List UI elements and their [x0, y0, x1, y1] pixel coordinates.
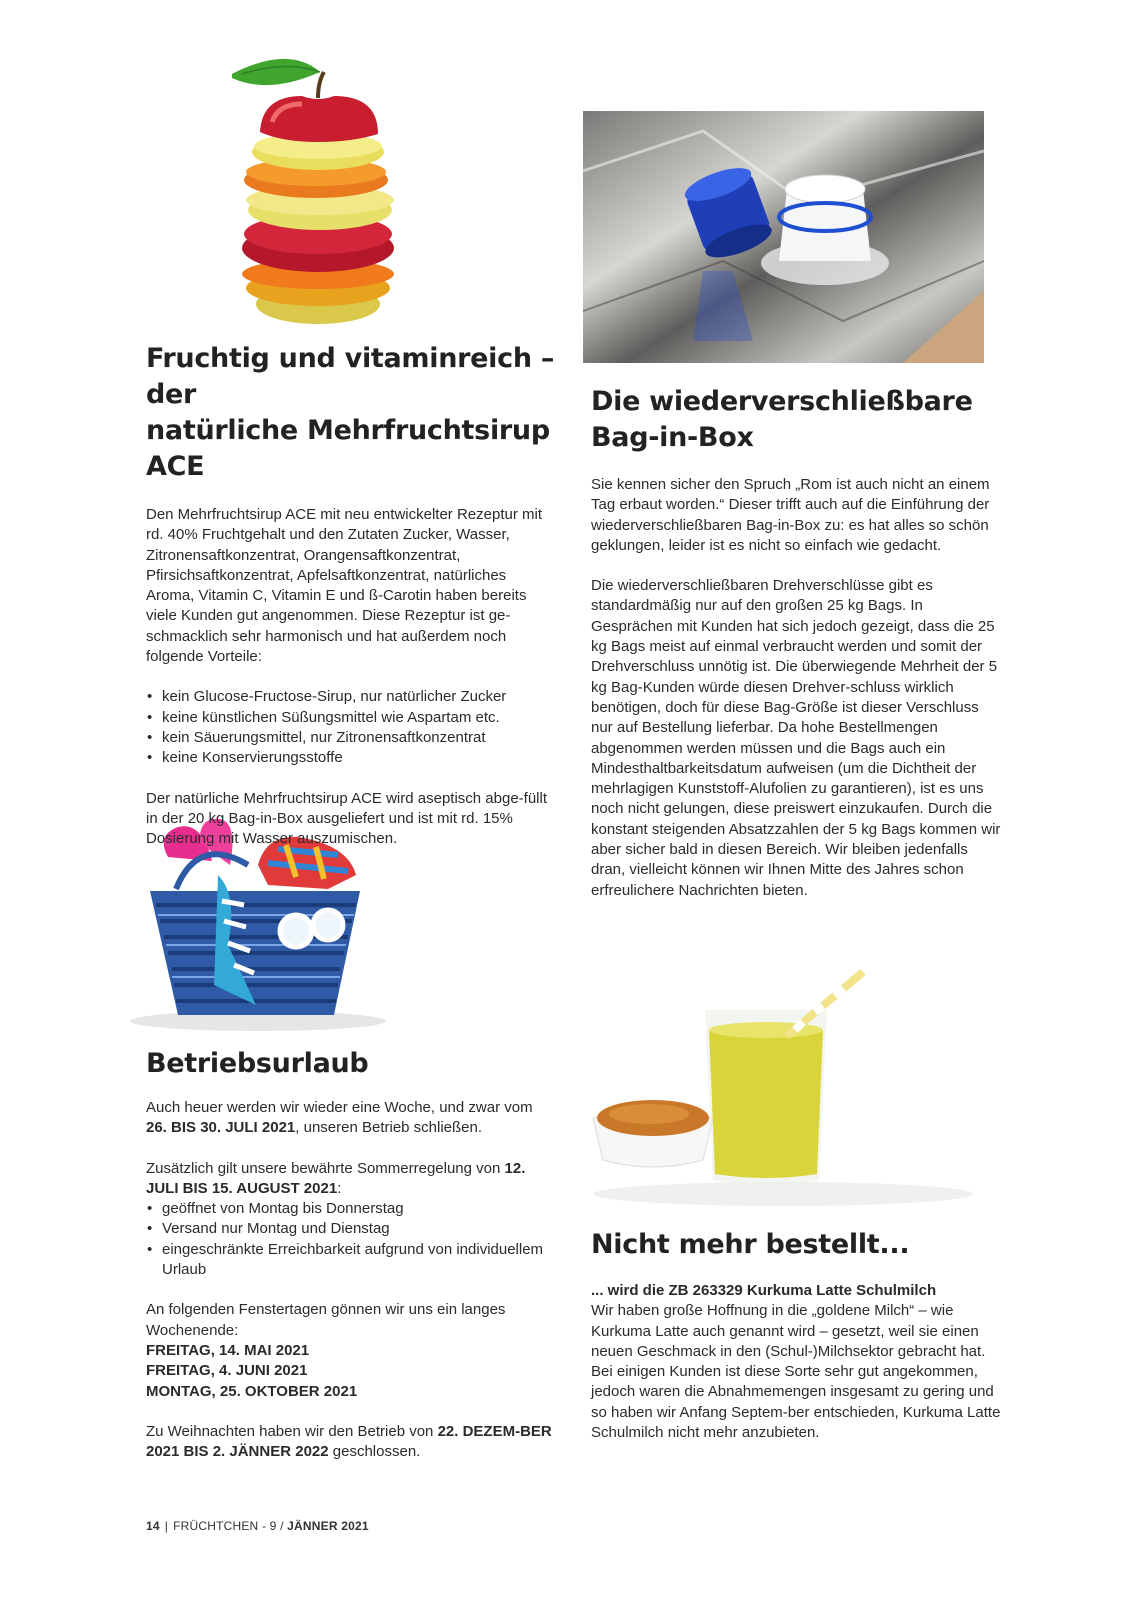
- list-item: • keine künstlichen Süßungsmittel wie Aspartam etc.: [146, 708, 556, 728]
- list-item: • eingeschränkte Erreichbarkeit aufgrund von individuellem Urlaub: [146, 1240, 556, 1281]
- article-discontinued-title: Nicht mehr bestellt...: [591, 1229, 910, 1260]
- list-item: • kein Säuerungsmittel, nur Zitronensaftkonzentrat: [146, 728, 556, 748]
- list-item: • kein Glucose-Fructose-Sirup, nur natürlicher Zucker: [146, 687, 556, 707]
- article-discontinued: [591, 1227, 1001, 1443]
- article-fruit-syrup-intro: Den Mehrfruchtsirup ACE mit neu entwickelter Rezeptur mit rd. 40% Fruchtgehalt und den Zutaten Zucker, Wasser, Zitronensaftkonzentrat, Orangensaftkonzentrat, Pfirsichsaftkonzentrat, Apfelsaftkonzentrat, natürliches Aroma, Vitamin C, Vitamin E und ß-Carotin haben bereits viele Kunden gut angenommen. Diese Rezeptur ist ge-schmacklich sehr harmonisch und hat außerdem noch folgende Vorteile:: [146, 506, 542, 666]
- article-discontinued-body: Wir haben große Hoffnung in die „goldene Milch“ – wie Kurkuma Latte auch genannt wird – gesetzt, weil sie einen neuen Geschmack in den (Schul-)Milchsektor gebracht hat. Bei einigen Kunden ist diese Sorte sehr gut angekommen, jedoch waren die Abnahmemengen insgesamt zu gering und so haben wir Anfang Septem-ber entschieden, Kurkuma Latte Schulmilch nicht mehr anzubieten.: [591, 1302, 1001, 1442]
- issue-date: JÄNNER 2021: [287, 1519, 369, 1533]
- page-footer: 14 | FRÜCHTCHEN - 9 / JÄNNER 2021: [146, 1519, 369, 1533]
- article-company-holiday-title: Betriebsurlaub: [146, 1048, 369, 1079]
- holiday-paragraph-1: Auch heuer werden wir wieder eine Woche, und zwar vom 26. BIS 30. JULI 2021, unseren Betrieb schließen.: [146, 1099, 533, 1137]
- article-fruit-syrup-title: Fruchtig und vitaminreich – der natürliche Mehrfruchtsirup ACE: [146, 343, 555, 482]
- page-number: 14: [146, 1519, 160, 1533]
- holiday-date: MONTAG, 25. OKTOBER 2021: [146, 1382, 358, 1400]
- bag-in-box-cap-image: [583, 111, 984, 363]
- article-bag-in-box-para1: Sie kennen sicher den Spruch „Rom ist auch nicht an einem Tag erbaut worden.“ Dieser trifft auch auf die Einführung der wiederverschließbaren Bag-in-Box zu: es hat alles so schön geklungen, leider ist es nicht so einfach wie gedacht.: [591, 476, 990, 554]
- holiday-paragraph-4: Zu Weihnachten haben wir den Betrieb von 22. DEZEM-BER 2021 BIS 2. JÄNNER 2022 geschlossen.: [146, 1422, 552, 1461]
- article-bag-in-box: [591, 384, 1001, 901]
- turmeric-latte-image: [583, 968, 983, 1210]
- list-item: • keine Konservierungsstoffe: [146, 748, 556, 768]
- list-item: • Versand nur Montag und Dienstag: [146, 1219, 556, 1239]
- article-fruit-syrup: [146, 341, 556, 849]
- article-fruit-syrup-outro: Der natürliche Mehrfruchtsirup ACE wird aseptisch abge-füllt in der 20 kg Bag-in-Box ausgeliefert und ist mit rd. 15% Dosierung mit Wasser auszumischen.: [146, 789, 548, 848]
- list-item: • geöffnet von Montag bis Donnerstag: [146, 1199, 556, 1219]
- article-company-holiday: [146, 1046, 556, 1462]
- magazine-name: FRÜCHTCHEN - 9 /: [173, 1519, 284, 1533]
- article-bag-in-box-title: Die wiederverschließbare Bag-in-Box: [591, 386, 973, 453]
- holiday-date: FREITAG, 4. JUNI 2021: [146, 1362, 308, 1380]
- holiday-rules-list: [146, 1199, 556, 1280]
- article-fruit-syrup-benefits: [146, 687, 556, 768]
- holiday-paragraph-2: Zusätzlich gilt unsere bewährte Sommerregelung von 12. JULI BIS 15. AUGUST 2021:: [146, 1159, 526, 1197]
- fruit-stack-image: [232, 42, 404, 326]
- article-bag-in-box-para2: Die wiederverschließbaren Drehverschlüsse gibt es standardmäßig nur auf den großen 25 kg Bags. In Gesprächen mit Kunden hat sich jedoch gezeigt, dass die 25 kg Bags meist auf einmal verbraucht werden und somit der Drehverschluss unnötig ist. Die überwiegende Mehrheit der 5 kg Bag-Kunden würde diesen Drehver-schluss wirklich benötigen, doch für diese Bag-Größe ist dieser Verschluss nur auf Bestellung lieferbar. Da hohe Bestellmengen abgenommen werden müssen und die Bags auch ein Mindesthaltbarkeitsdatum aufweisen (um die Dichtheit der mehrlagigen Kunststoff-Alufolien zu garantieren), ist es uns noch nicht gelungen, diese preiswert einzukaufen. Durch die konstant steigenden Absatzzahlen der 5 kg Bags kommen wir aber sicher bald in diesen Bereich. Wir bleiben jedenfalls dran, vielleicht können wir Ihnen Mitte des Jahres schon erfreulichere Nachrichten bieten.: [591, 577, 1001, 899]
- holiday-paragraph-3: An folgenden Fenstertagen gönnen wir uns ein langes Wochenende:: [146, 1301, 506, 1339]
- article-discontinued-lead: ... wird die ZB 263329 Kurkuma Latte Schulmilch: [591, 1282, 937, 1299]
- holiday-date: FREITAG, 14. MAI 2021: [146, 1341, 310, 1359]
